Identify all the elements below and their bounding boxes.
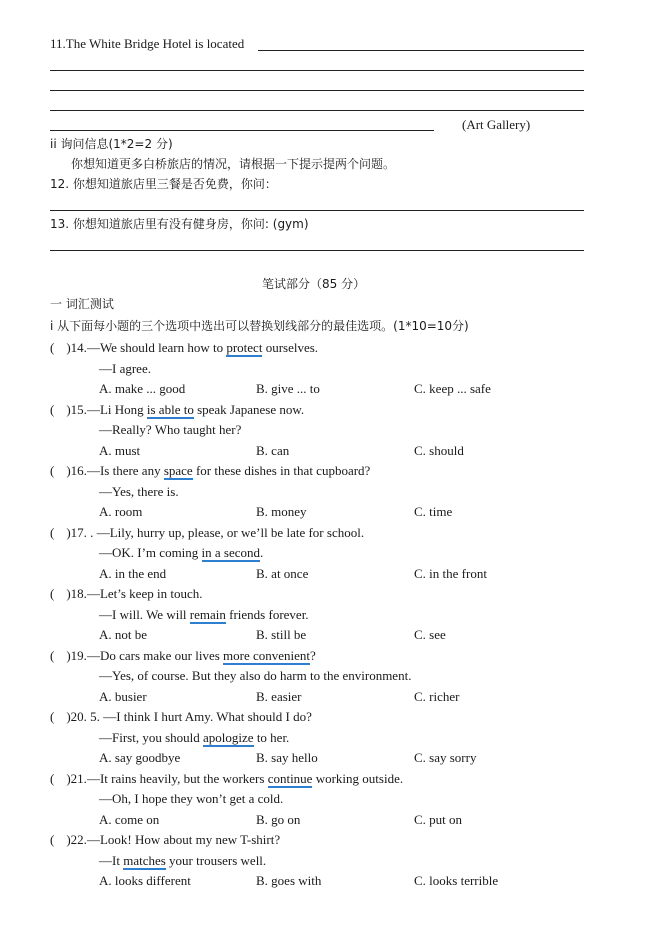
underlined-phrase: space xyxy=(163,463,193,478)
option-c[interactable]: C. should xyxy=(414,442,464,458)
answer-line[interactable] xyxy=(50,130,434,131)
reply-text xyxy=(99,422,241,438)
option-a[interactable]: A. in the end xyxy=(99,565,167,581)
underlined-phrase: matches xyxy=(123,852,166,868)
reply-text-part: —I will. We will xyxy=(99,606,190,622)
reply-text xyxy=(99,730,289,746)
underlined-phrase: more convenient xyxy=(223,647,311,663)
option-b[interactable]: B. easier xyxy=(256,688,302,704)
option-b[interactable]: B. goes with xyxy=(256,873,322,888)
prompt-text: —Li Hong xyxy=(86,401,147,417)
prompt-text: —I think I hurt Amy. What should I do? xyxy=(99,709,312,724)
prompt-text: for these dishes in that cupboard? xyxy=(192,463,371,478)
written-title: 笔试部分（85 分） xyxy=(262,277,366,291)
question-prompt xyxy=(50,463,370,479)
prompt-text: —We should learn how to xyxy=(86,340,227,355)
q11-text: 11.The White Bridge Hotel is located xyxy=(50,36,245,51)
reply-text xyxy=(99,853,266,869)
question-prompt xyxy=(50,586,202,602)
question-prompt xyxy=(50,832,280,848)
question-prompt xyxy=(50,709,312,725)
prompt-text: speak Japanese now. xyxy=(193,401,305,417)
question-prompt xyxy=(50,340,318,356)
underlined-phrase: continue xyxy=(267,770,313,786)
answer-bracket[interactable]: ( xyxy=(50,401,55,417)
reply-text-part: . xyxy=(260,545,264,560)
option-b[interactable]: B. still be xyxy=(256,627,307,642)
reply-text-part: friends forever. xyxy=(225,606,309,622)
underlined-phrase: is able to xyxy=(146,401,194,417)
option-a[interactable]: A. room xyxy=(99,504,143,519)
question-number: )18. xyxy=(66,586,87,601)
reply-text-part: —OK. I’m coming xyxy=(99,545,202,560)
option-c[interactable]: C. see xyxy=(414,627,446,642)
option-a[interactable]: A. not be xyxy=(99,627,148,642)
reply-text-part: —Oh, I hope they won’t get a cold. xyxy=(99,791,284,806)
reply-text-part: —Really? Who taught her? xyxy=(99,422,242,437)
answer-line[interactable] xyxy=(50,210,584,211)
option-c[interactable]: C. looks terrible xyxy=(414,873,499,888)
answer-line[interactable] xyxy=(50,70,584,71)
option-a[interactable]: A. must xyxy=(99,442,141,458)
option-a[interactable]: A. busier xyxy=(99,688,147,704)
underlined-phrase: protect xyxy=(226,340,263,355)
option-b[interactable]: B. say hello xyxy=(256,750,318,765)
prompt-text: —Lily, hurry up, please, or we’ll be late for school. xyxy=(93,524,365,540)
underlined-phrase: in a second xyxy=(201,545,261,560)
prompt-text: working outside. xyxy=(312,770,404,786)
instruction: i 从下面每小题的三个选项中选出可以替换划线部分的最佳选项。(1*10=10分) xyxy=(50,319,469,333)
prompt-text: —Is there any xyxy=(86,463,164,478)
part1-title: 一 词汇测试 xyxy=(50,297,114,311)
option-c[interactable]: C. put on xyxy=(414,811,463,827)
option-b[interactable]: B. at once xyxy=(256,565,309,581)
answer-bracket[interactable]: ( xyxy=(50,340,55,355)
reply-text xyxy=(99,484,179,500)
reply-text-part: —Yes, there is. xyxy=(99,483,179,499)
answer-bracket[interactable]: ( xyxy=(50,770,55,786)
prompt-text: —Do cars make our lives xyxy=(86,647,224,663)
question-prompt xyxy=(50,771,403,787)
section-ii-intro: 你想知道更多白桥旅店的情况，请根据一下提示提两个问题。 xyxy=(71,157,396,171)
answer-bracket[interactable]: ( xyxy=(50,463,55,478)
option-c[interactable]: C. richer xyxy=(414,688,460,704)
answer-line[interactable] xyxy=(258,50,584,51)
answer-bracket[interactable]: ( xyxy=(50,832,55,847)
prompt-text: —Look! How about my new T-shirt? xyxy=(86,832,281,847)
underlined-phrase: remain xyxy=(189,606,226,622)
section-ii-header: ii 询问信息(1*2=2 分) xyxy=(50,137,173,151)
question-number: )22. xyxy=(66,832,87,847)
option-c[interactable]: C. keep ... safe xyxy=(414,381,491,396)
question-number: )14. xyxy=(66,340,87,355)
answer-line[interactable] xyxy=(50,250,584,251)
answer-bracket[interactable]: ( xyxy=(50,647,55,663)
question-number: )21. xyxy=(66,770,87,786)
reply-text xyxy=(99,607,309,623)
option-b[interactable]: B. money xyxy=(256,504,307,519)
reply-text-part: your trousers well. xyxy=(165,852,267,868)
answer-bracket[interactable]: ( xyxy=(50,524,55,540)
question-number: )20. 5. xyxy=(66,709,100,724)
reply-text-part: —Yes, of course. But they also do harm to the environment. xyxy=(99,668,412,683)
option-a[interactable]: A. looks different xyxy=(99,873,191,888)
question-number: )19. xyxy=(66,647,87,663)
prompt-text: ? xyxy=(310,647,316,663)
answer-bracket[interactable]: ( xyxy=(50,709,55,724)
reply-text-part: —First, you should xyxy=(99,729,204,745)
reply-text-part: —It xyxy=(99,852,124,868)
reply-text-part: —I agree. xyxy=(99,360,151,376)
question-number: )15. xyxy=(66,401,87,417)
option-b[interactable]: B. can xyxy=(256,442,290,458)
reply-text xyxy=(99,361,151,377)
question-number: )16. xyxy=(66,463,87,478)
reply-text xyxy=(99,791,283,807)
option-c[interactable]: C. say sorry xyxy=(414,750,477,765)
question-prompt xyxy=(50,648,316,664)
q11-hint: (Art Gallery) xyxy=(462,117,531,132)
prompt-text: —Let’s keep in touch. xyxy=(86,586,203,601)
prompt-text: —It rains heavily, but the workers xyxy=(86,770,268,786)
underlined-phrase: apologize xyxy=(203,729,254,745)
option-c[interactable]: C. time xyxy=(414,504,453,519)
answer-line[interactable] xyxy=(50,110,584,111)
option-a[interactable]: A. say goodbye xyxy=(99,750,181,765)
option-a[interactable]: A. come on xyxy=(99,811,160,827)
question-prompt xyxy=(50,525,364,541)
reply-text xyxy=(99,545,263,561)
q12-text: 12. 你想知道旅店里三餐是否免费，你问： xyxy=(50,177,277,191)
option-b[interactable]: B. go on xyxy=(256,811,301,827)
question-number: )17. . xyxy=(66,524,94,540)
prompt-text: ourselves. xyxy=(262,340,319,355)
question-prompt xyxy=(50,402,304,418)
option-b[interactable]: B. give ... to xyxy=(256,381,320,396)
reply-text xyxy=(99,668,411,684)
answer-line[interactable] xyxy=(50,90,584,91)
reply-text-part: to her. xyxy=(253,729,290,745)
q13-text: 13. 你想知道旅店里有没有健身房，你问: (gym) xyxy=(50,217,309,231)
option-a[interactable]: A. make ... good xyxy=(99,381,186,396)
option-c[interactable]: C. in the front xyxy=(414,565,487,581)
answer-bracket[interactable]: ( xyxy=(50,586,55,601)
